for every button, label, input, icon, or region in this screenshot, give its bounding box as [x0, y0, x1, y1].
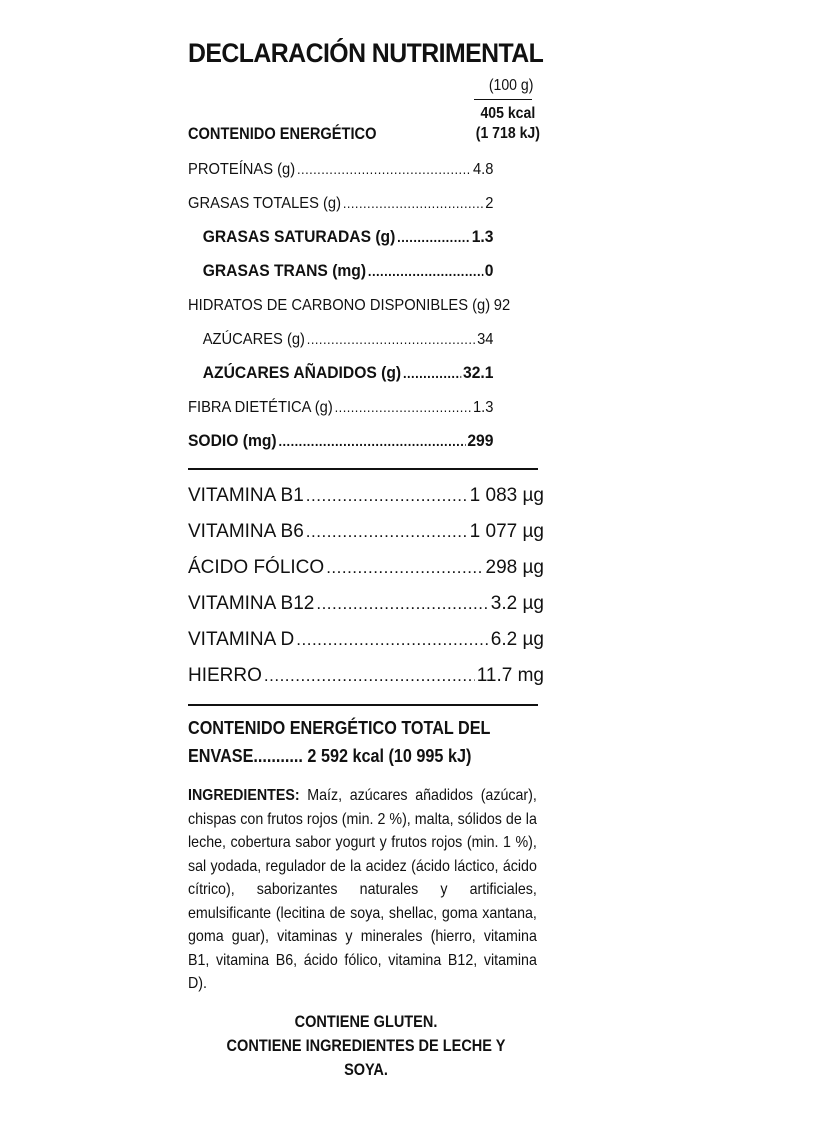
nutrient-value: 4.8 [472, 161, 494, 178]
vitamin-row [188, 622, 544, 658]
serving-rule [474, 99, 532, 100]
vitamin-label: HIERRO [188, 665, 262, 686]
nutrient-value: 2 [485, 195, 494, 212]
nutrient-row [188, 220, 493, 254]
nutrient-label: GRASAS TRANS (mg) [202, 261, 367, 280]
nutrient-value: 299 [467, 431, 494, 450]
vitamin-label: ÁCIDO FÓLICO [188, 557, 325, 578]
serving-size: (100 g) [488, 77, 534, 94]
vitamin-value: 6.2 µg [490, 629, 544, 650]
nutrient-label: PROTEÍNAS (g) [188, 161, 296, 178]
nutrient-value: 32.1 [462, 363, 494, 382]
vitamin-label: VITAMINA D [188, 629, 295, 650]
nutrient-label: HIDRATOS DE CARBONO DISPONIBLES (g) [188, 297, 491, 314]
vitamin-label: VITAMINA B1 [188, 485, 304, 506]
allergen-line2: CONTIENE INGREDIENTES DE LECHE Y SOYA. [226, 1036, 506, 1079]
leader-dots [307, 322, 475, 356]
leader-dots [403, 356, 461, 390]
nutrient-value: 1.3 [471, 227, 494, 246]
nutrient-row [188, 322, 493, 356]
nutrient-label: GRASAS SATURADAS (g) [202, 227, 396, 246]
nutrient-list [188, 152, 511, 458]
nutrient-label: AZÚCARES (g) [202, 331, 305, 348]
leader-dots [278, 424, 465, 458]
vitamin-row [188, 478, 544, 514]
vitamin-label: VITAMINA B12 [188, 593, 315, 614]
vitamin-list [188, 478, 544, 694]
vitamin-value: 3.2 µg [490, 593, 544, 614]
nutrient-label: SODIO (mg) [188, 431, 277, 450]
nutrient-row [188, 186, 493, 220]
total-energy [188, 714, 539, 770]
leader-dots [397, 220, 470, 254]
leader-dots [368, 254, 483, 288]
nutrient-row [188, 152, 493, 186]
nutrient-value: 0 [484, 261, 494, 280]
allergen-line1: CONTIENE GLUTEN. [294, 1012, 438, 1031]
vitamin-row [188, 514, 544, 550]
nutrient-row [188, 254, 493, 288]
nutrient-value: 1.3 [472, 399, 494, 416]
allergen-statement [188, 1010, 544, 1082]
energy-label: CONTENIDO ENERGÉTICO [188, 124, 377, 143]
leader-dots [296, 622, 489, 658]
vitamin-row [188, 658, 544, 694]
divider [188, 704, 538, 706]
energy-kj: (1 718 kJ) [475, 125, 540, 142]
vitamin-value: 1 083 µg [469, 485, 544, 506]
leader-dots [264, 658, 475, 694]
label-title: DECLARACIÓN NUTRIMENTAL [188, 38, 544, 68]
vitamin-label: VITAMINA B6 [188, 521, 304, 542]
nutrient-row [188, 356, 493, 390]
ingredients-text: Maíz, azúcares añadidos (azúcar), chispas con frutos rojos (min. 2 %), malta, sólidos de la leche, cobertura sabor yogurt y frutos rojos (min. 1 %), sal yodada, regulador de la acidez (ácido láctico, ácido cítrico), saborizantes naturales y artificiales, emulsificante (lecitina de soya, shellac, goma xantana, goma guar), vitaminas y minerales (hierro, vitamina B1, vitamina B6, ácido fólico, vitamina B12, vitamina D). [188, 787, 537, 992]
total-energy-line2: ENVASE........... 2 592 kcal (10 995 kJ) [188, 746, 472, 766]
divider [188, 468, 538, 470]
leader-dots [316, 586, 488, 622]
vitamin-row [188, 586, 544, 622]
nutrient-row [188, 424, 493, 458]
nutrient-value: 92 [493, 297, 511, 314]
energy-content [188, 104, 544, 148]
leader-dots [326, 550, 483, 586]
total-energy-line1: CONTENIDO ENERGÉTICO TOTAL DEL [188, 718, 491, 738]
nutrient-value: 34 [477, 331, 494, 348]
vitamin-row [188, 550, 544, 586]
vitamin-value: 1 077 µg [469, 521, 544, 542]
nutrient-label: FIBRA DIETÉTICA (g) [188, 399, 333, 416]
leader-dots [297, 152, 471, 186]
ingredients-heading: INGREDIENTES: [188, 787, 300, 804]
nutrient-label: GRASAS TOTALES (g) [188, 195, 341, 212]
ingredients [188, 784, 537, 996]
nutrient-row [188, 390, 493, 424]
nutrient-row [188, 288, 511, 322]
energy-values [476, 104, 540, 144]
leader-dots [343, 186, 484, 220]
energy-kcal: 405 kcal [480, 105, 536, 122]
vitamin-value: 298 µg [485, 557, 544, 578]
leader-dots [335, 390, 472, 424]
vitamin-value: 11.7 mg [476, 665, 544, 686]
leader-dots [306, 478, 468, 514]
nutrient-label: AZÚCARES AÑADIDOS (g) [202, 363, 402, 382]
leader-dots [306, 514, 468, 550]
nutrition-label [188, 38, 544, 1082]
